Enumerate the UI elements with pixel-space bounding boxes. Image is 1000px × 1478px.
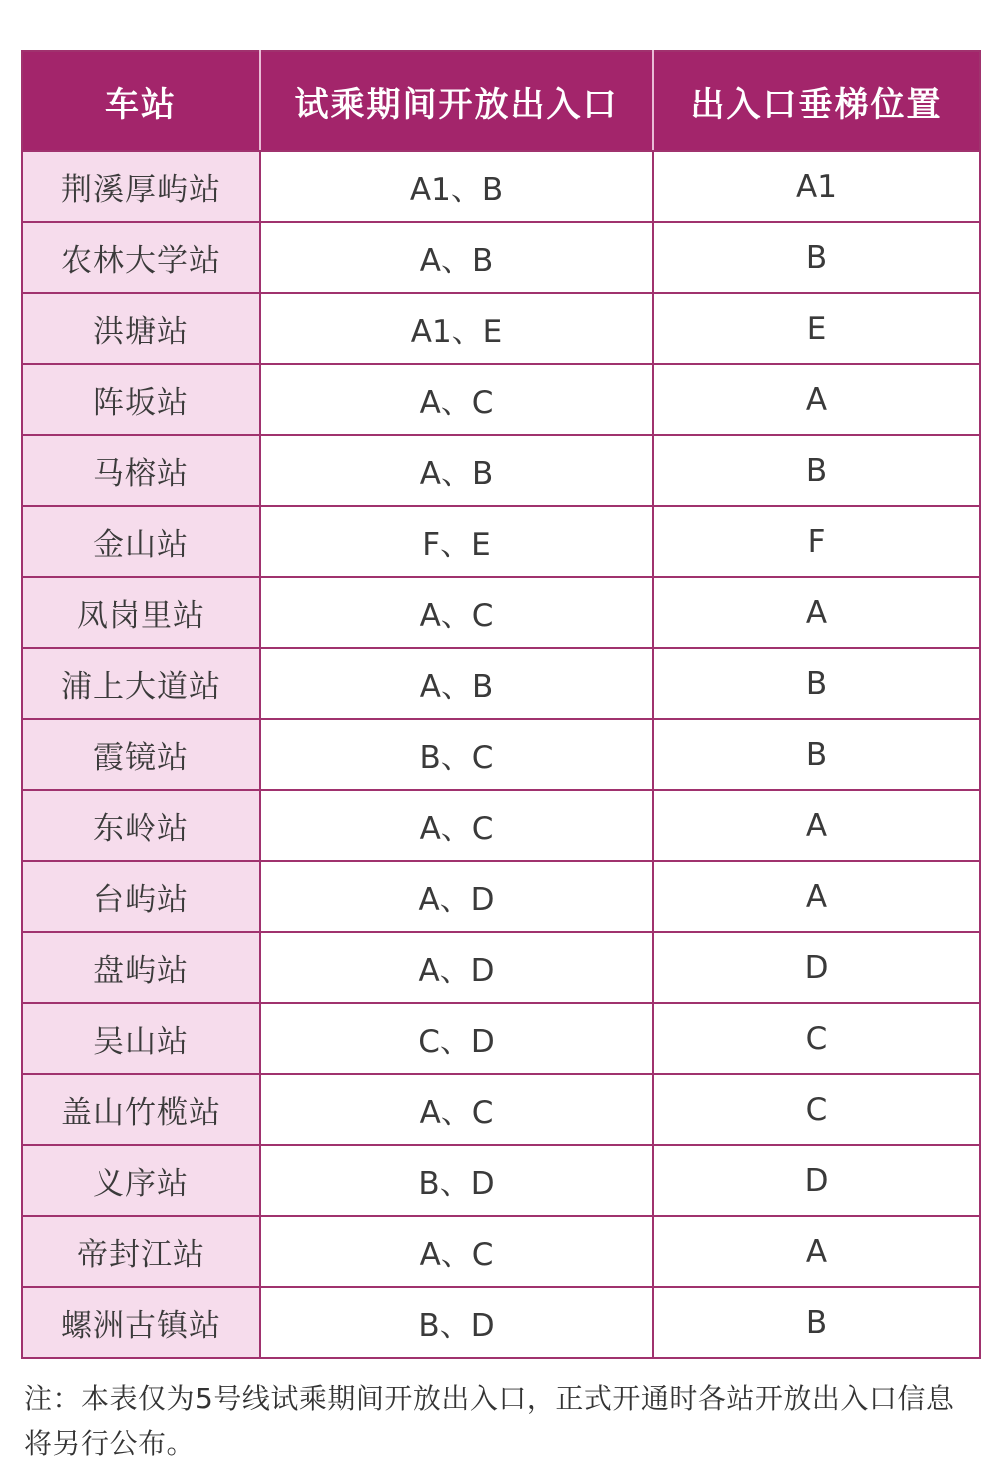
table-row bbox=[22, 648, 980, 719]
elevator-location-cell: A1 bbox=[653, 151, 980, 222]
table-row bbox=[22, 506, 980, 577]
table-row bbox=[22, 1216, 980, 1287]
table-header-row bbox=[22, 51, 980, 151]
open-entrances-cell: A、D bbox=[260, 861, 653, 932]
header-station: 车站 bbox=[22, 51, 260, 151]
entrance-table bbox=[21, 50, 981, 1359]
table-row bbox=[22, 293, 980, 364]
table-row bbox=[22, 1074, 980, 1145]
open-entrances-cell: A、B bbox=[260, 435, 653, 506]
station-cell: 马榕站 bbox=[22, 435, 260, 506]
table-row bbox=[22, 932, 980, 1003]
elevator-location-cell: B bbox=[653, 222, 980, 293]
table-row bbox=[22, 151, 980, 222]
table-body bbox=[22, 151, 980, 1358]
open-entrances-cell: A、D bbox=[260, 932, 653, 1003]
elevator-location-cell: E bbox=[653, 293, 980, 364]
elevator-location-cell: C bbox=[653, 1074, 980, 1145]
elevator-location-cell: A bbox=[653, 790, 980, 861]
station-cell: 台屿站 bbox=[22, 861, 260, 932]
station-cell: 盘屿站 bbox=[22, 932, 260, 1003]
station-cell: 金山站 bbox=[22, 506, 260, 577]
station-cell: 荆溪厚屿站 bbox=[22, 151, 260, 222]
station-cell: 盖山竹榄站 bbox=[22, 1074, 260, 1145]
open-entrances-cell: A1、B bbox=[260, 151, 653, 222]
table-row bbox=[22, 577, 980, 648]
table-row bbox=[22, 719, 980, 790]
footnote: 注：本表仅为5号线试乘期间开放出入口，正式开通时各站开放出入口信息将另行公布。 bbox=[24, 1382, 955, 1460]
station-cell: 螺洲古镇站 bbox=[22, 1287, 260, 1358]
elevator-location-cell: B bbox=[653, 648, 980, 719]
elevator-location-cell: A bbox=[653, 861, 980, 932]
table-row bbox=[22, 1287, 980, 1358]
open-entrances-cell: A、C bbox=[260, 577, 653, 648]
open-entrances-cell: A、C bbox=[260, 1216, 653, 1287]
table-row bbox=[22, 1145, 980, 1216]
open-entrances-cell: B、C bbox=[260, 719, 653, 790]
station-cell: 阵坂站 bbox=[22, 364, 260, 435]
elevator-location-cell: A bbox=[653, 577, 980, 648]
elevator-location-cell: B bbox=[653, 1287, 980, 1358]
table-row bbox=[22, 435, 980, 506]
elevator-location-cell: A bbox=[653, 1216, 980, 1287]
station-cell: 农林大学站 bbox=[22, 222, 260, 293]
open-entrances-cell: F、E bbox=[260, 506, 653, 577]
station-cell: 浦上大道站 bbox=[22, 648, 260, 719]
table-row bbox=[22, 222, 980, 293]
open-entrances-cell: B、D bbox=[260, 1145, 653, 1216]
table-row bbox=[22, 1003, 980, 1074]
header-open-entrances: 试乘期间开放出入口 bbox=[260, 51, 653, 151]
open-entrances-cell: A1、E bbox=[260, 293, 653, 364]
station-cell: 义序站 bbox=[22, 1145, 260, 1216]
elevator-location-cell: B bbox=[653, 435, 980, 506]
station-cell: 凤岗里站 bbox=[22, 577, 260, 648]
station-cell: 东岭站 bbox=[22, 790, 260, 861]
station-cell: 霞镜站 bbox=[22, 719, 260, 790]
header-elevator-location: 出入口垂梯位置 bbox=[653, 51, 980, 151]
table-row bbox=[22, 861, 980, 932]
elevator-location-cell: A bbox=[653, 364, 980, 435]
open-entrances-cell: A、B bbox=[260, 222, 653, 293]
elevator-location-cell: F bbox=[653, 506, 980, 577]
open-entrances-cell: A、C bbox=[260, 1074, 653, 1145]
station-cell: 帝封江站 bbox=[22, 1216, 260, 1287]
open-entrances-cell: B、D bbox=[260, 1287, 653, 1358]
elevator-location-cell: C bbox=[653, 1003, 980, 1074]
elevator-location-cell: D bbox=[653, 932, 980, 1003]
entrance-table-container bbox=[21, 50, 979, 1359]
open-entrances-cell: C、D bbox=[260, 1003, 653, 1074]
table-row bbox=[22, 790, 980, 861]
table-row bbox=[22, 364, 980, 435]
station-cell: 洪塘站 bbox=[22, 293, 260, 364]
open-entrances-cell: A、B bbox=[260, 648, 653, 719]
elevator-location-cell: D bbox=[653, 1145, 980, 1216]
elevator-location-cell: B bbox=[653, 719, 980, 790]
open-entrances-cell: A、C bbox=[260, 364, 653, 435]
station-cell: 吴山站 bbox=[22, 1003, 260, 1074]
open-entrances-cell: A、C bbox=[260, 790, 653, 861]
